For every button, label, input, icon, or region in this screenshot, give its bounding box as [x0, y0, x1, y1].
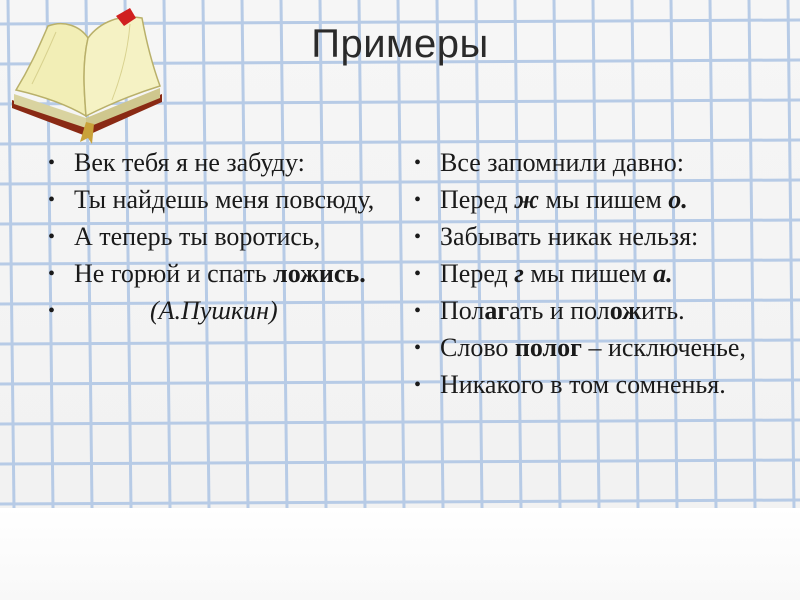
right-rule-list [414, 148, 786, 407]
list-item [414, 333, 786, 363]
list-item [414, 185, 786, 215]
bullet: • [414, 263, 422, 285]
list-item [48, 259, 400, 289]
list-item-text: Забывать никак нельзя: [440, 222, 699, 251]
list-item [48, 185, 400, 215]
text-segment: мы пишем [523, 259, 654, 288]
poem-author: (А.Пушкин) [150, 296, 278, 325]
bold-letter: о. [668, 185, 688, 214]
bold-letter: ж [514, 185, 540, 214]
text-segment: ить. [641, 296, 685, 325]
bold-word: полог [514, 333, 582, 362]
list-item [48, 148, 400, 178]
left-poem-list [48, 148, 400, 333]
list-item-text: Ты найдешь меня повсюду, [74, 185, 375, 214]
bottom-band [0, 508, 800, 600]
bullet: • [48, 226, 56, 248]
list-item-text: Век тебя я не забуду: [74, 148, 305, 177]
grid-line-horizontal [0, 500, 800, 504]
list-item-text: Не горюй и спать [74, 259, 274, 288]
text-segment: мы пишем [539, 185, 669, 214]
text-segment: – исключенье, [581, 333, 746, 362]
list-item-text: Все запомнили давно: [440, 148, 684, 177]
list-item [48, 296, 400, 326]
bullet: • [48, 152, 56, 174]
bullet: • [48, 300, 56, 322]
list-item [414, 148, 786, 178]
text-segment: Слово [440, 333, 515, 362]
bold-letters: аг [484, 296, 510, 325]
list-item-text: Никакого в том сомненья. [440, 370, 726, 399]
bold-letters: ож [609, 296, 641, 325]
list-item-text: А теперь ты воротись, [74, 222, 321, 251]
bullet: • [414, 152, 422, 174]
bullet: • [414, 374, 422, 396]
grid-line-horizontal [0, 460, 800, 464]
list-item [48, 222, 400, 252]
bold-letter: г [514, 259, 524, 288]
list-item [414, 370, 786, 400]
bullet: • [414, 300, 422, 322]
grid-line-horizontal [0, 420, 800, 424]
bold-letter: а. [653, 259, 673, 288]
text-segment: Пол [440, 296, 485, 325]
text-segment: Перед [440, 259, 515, 288]
list-item [414, 296, 786, 326]
list-item [414, 259, 786, 289]
bullet: • [48, 263, 56, 285]
slide-title: Примеры [311, 22, 489, 66]
bullet: • [414, 337, 422, 359]
list-item [414, 222, 786, 252]
grid-line-vertical [788, 0, 794, 508]
bullet: • [48, 189, 56, 211]
bold-word: ложись. [273, 259, 366, 288]
bullet: • [414, 189, 422, 211]
text-segment: ать и пол [509, 296, 610, 325]
text-segment: Перед [440, 185, 515, 214]
bullet: • [414, 226, 422, 248]
